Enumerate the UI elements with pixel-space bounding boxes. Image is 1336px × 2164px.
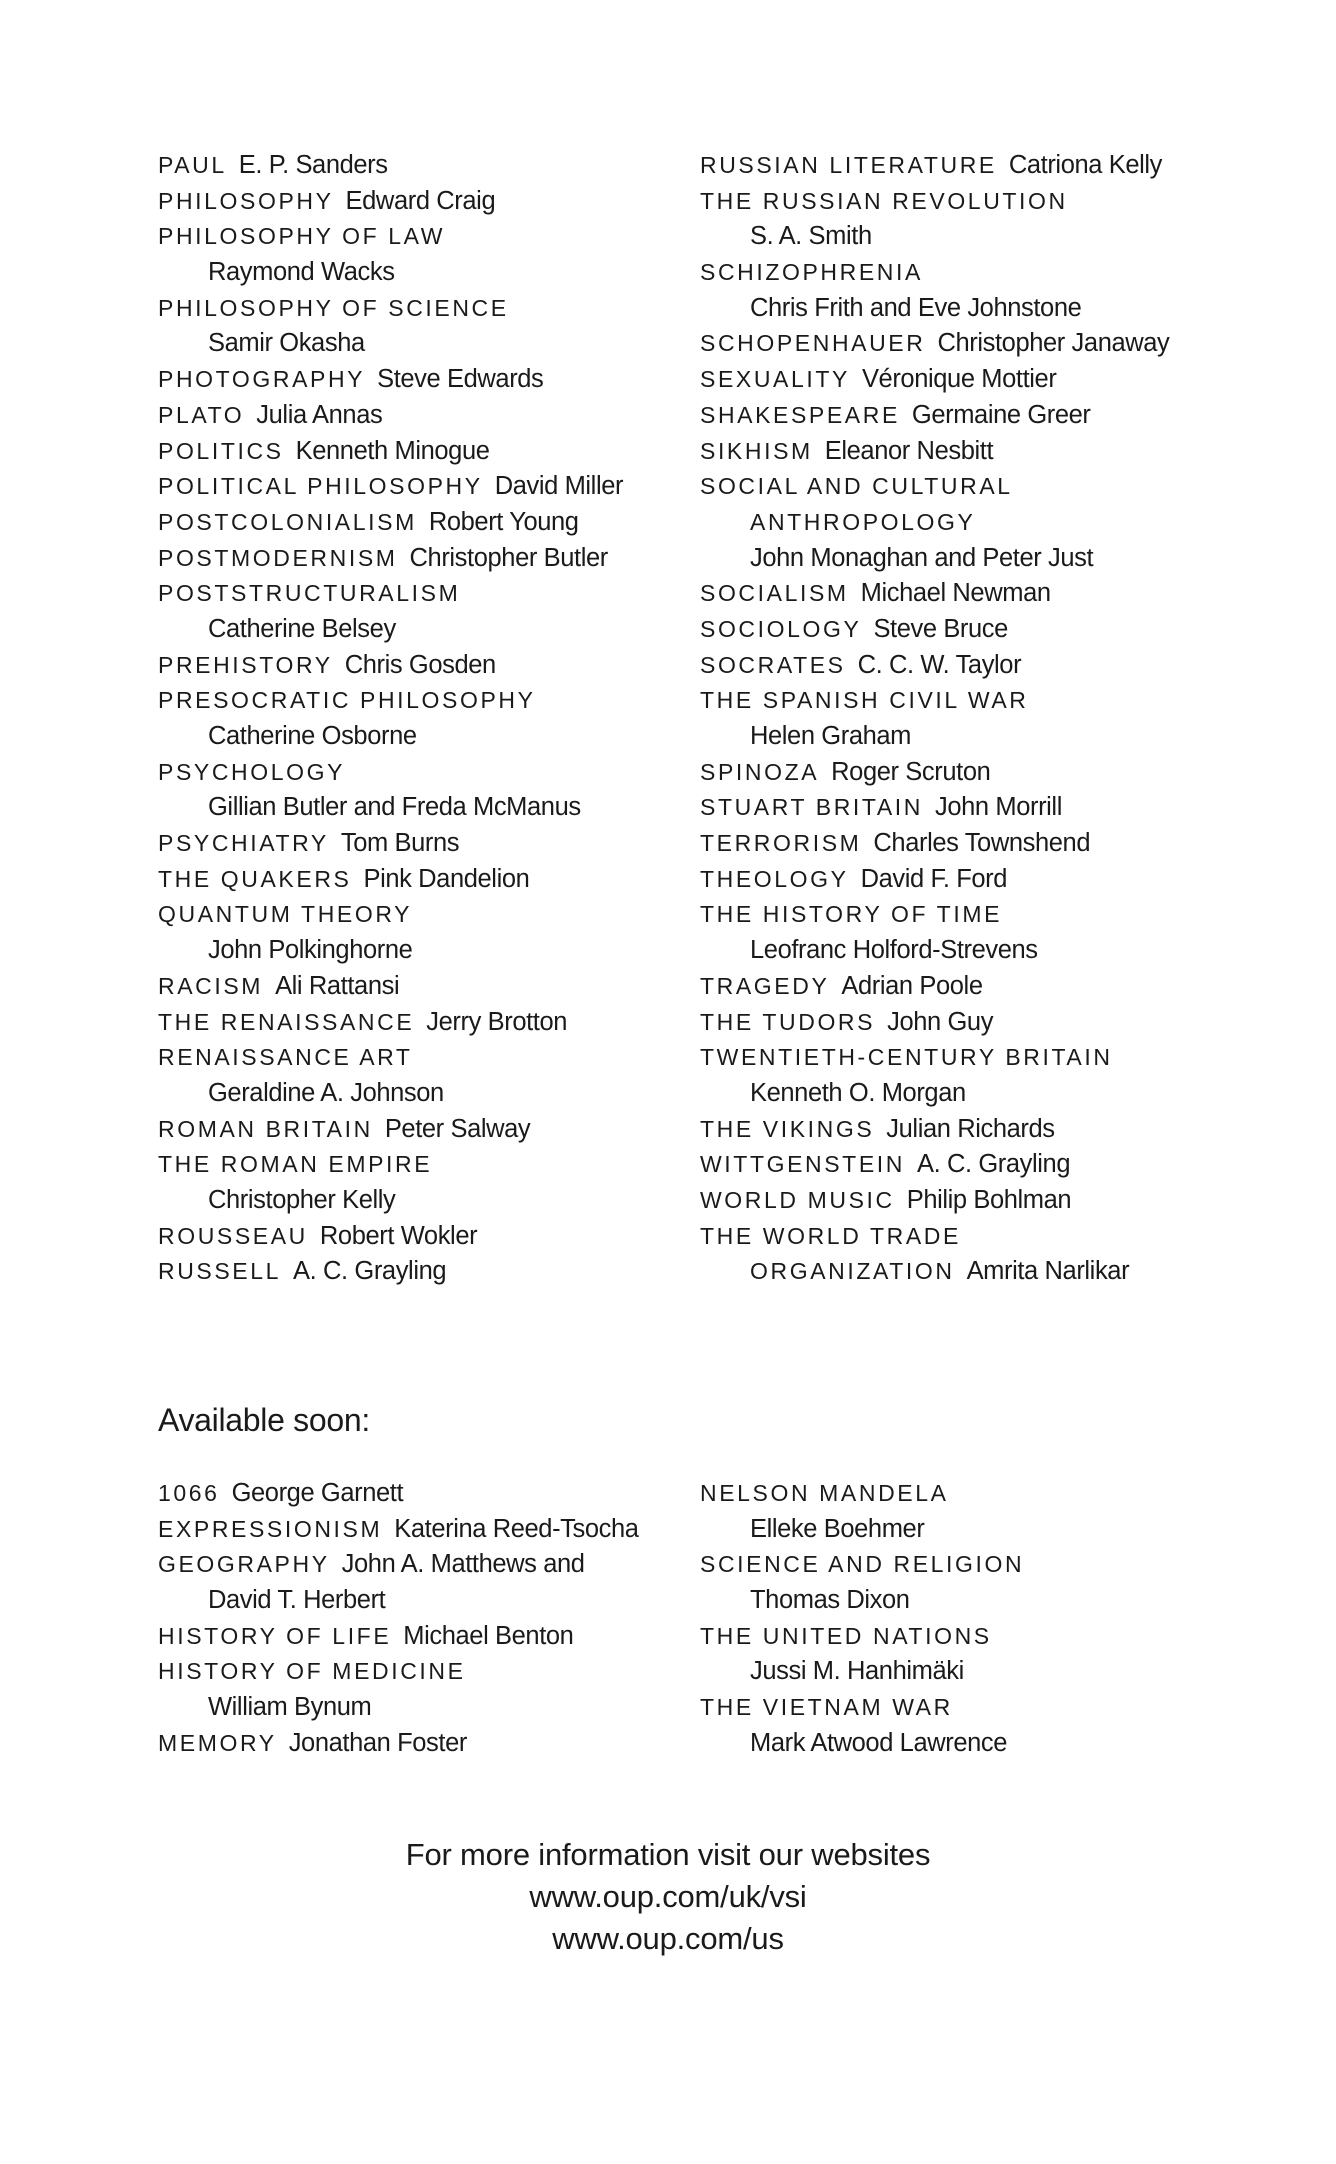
entry-author: John Monaghan and Peter Just (750, 543, 1094, 572)
entry-title: SPINOZA (700, 758, 820, 785)
list-entry (158, 1040, 698, 1076)
list-entry (700, 933, 1300, 969)
list-entry (158, 1076, 698, 1112)
entry-title: THE SPANISH CIVIL WAR (700, 687, 1029, 714)
list-entry (700, 755, 1300, 791)
list-entry (700, 648, 1300, 684)
entry-title: THE TUDORS (700, 1008, 876, 1035)
list-entry (700, 683, 1300, 719)
entry-author: Chris Frith and Eve Johnstone (750, 293, 1082, 322)
list-entry (158, 683, 698, 719)
entry-title: ANTHROPOLOGY (750, 508, 976, 535)
entry-title: NELSON MANDELA (700, 1480, 949, 1506)
list-entry (158, 1112, 698, 1148)
entry-title: RUSSELL (158, 1258, 282, 1285)
footer-info-text: For more information visit our websites (405, 1837, 931, 1872)
entry-author: Adrian Poole (841, 971, 983, 1000)
entry-author: Leofranc Holford-Strevens (750, 936, 1038, 965)
list-entry (158, 184, 698, 220)
entry-author: Ali Rattansi (275, 971, 400, 1000)
list-entry (158, 398, 698, 434)
entry-author: Jerry Brotton (426, 1007, 568, 1036)
list-entry (700, 969, 1300, 1005)
list-entry (158, 1654, 698, 1690)
list-entry (158, 469, 698, 505)
entry-author: Catriona Kelly (1008, 151, 1162, 179)
entry-author: Julia Annas (256, 400, 383, 429)
list-entry (158, 969, 698, 1005)
entry-title: SEXUALITY (700, 366, 850, 393)
available-soon-list-right (700, 1476, 1300, 1762)
entry-title: POSTCOLONIALISM (158, 508, 417, 535)
footer-url-us[interactable]: www.oup.com/us (552, 1921, 784, 1956)
entry-author: Samir Okasha (208, 329, 365, 358)
entry-title: THE VIKINGS (700, 1115, 875, 1142)
entry-author: Chris Gosden (344, 650, 496, 679)
entry-title: THE HISTORY OF TIME (700, 901, 1003, 928)
list-entry (700, 1619, 1300, 1655)
list-entry (158, 1183, 698, 1219)
entry-title: SHAKESPEARE (700, 401, 900, 428)
entry-title: THE ROMAN EMPIRE (158, 1151, 433, 1178)
entry-title: SOCIALISM (700, 580, 849, 607)
entry-title: THE QUAKERS (158, 865, 352, 892)
entry-title: RACISM (158, 972, 264, 999)
list-entry (700, 1547, 1300, 1583)
entry-author: Steve Edwards (377, 365, 544, 394)
entry-author: Philip Bohlman (906, 1185, 1072, 1214)
entry-author: Mark Atwood Lawrence (750, 1728, 1008, 1757)
entry-title: PREHISTORY (158, 651, 333, 678)
entry-author: David F. Ford (860, 864, 1008, 893)
entry-title: RUSSIAN LITERATURE (700, 152, 997, 178)
entry-author: Eleanor Nesbitt (824, 436, 994, 465)
entry-author: David T. Herbert (208, 1586, 386, 1615)
entry-title: HISTORY OF LIFE (158, 1622, 392, 1649)
list-entry (158, 755, 698, 791)
entry-author: Kenneth O. Morgan (750, 1078, 966, 1107)
list-entry (700, 1040, 1300, 1076)
entry-author: Catherine Osborne (208, 722, 417, 750)
list-entry (158, 541, 698, 577)
entry-author: Christopher Kelly (208, 1185, 396, 1214)
entry-title: WITTGENSTEIN (700, 1151, 905, 1178)
list-entry (158, 1547, 698, 1583)
entry-title: SCHOPENHAUER (700, 330, 926, 357)
entry-author: Peter Salway (384, 1114, 531, 1143)
series-list-right (700, 148, 1300, 1290)
list-entry (158, 219, 698, 255)
entry-title: PHILOSOPHY (158, 187, 334, 214)
list-entry (158, 1254, 698, 1290)
entry-author: Michael Benton (403, 1621, 574, 1650)
list-entry (700, 576, 1300, 612)
list-entry (700, 291, 1300, 327)
entry-author: Michael Newman (860, 579, 1051, 608)
entry-author: Jussi M. Hanhimäki (750, 1657, 964, 1686)
entry-author: Catherine Belsey (208, 614, 396, 643)
list-entry (700, 1512, 1300, 1548)
list-entry (158, 1005, 698, 1041)
list-entry (700, 434, 1300, 470)
list-entry (700, 541, 1300, 577)
entry-author: Edward Craig (345, 186, 496, 215)
list-entry (158, 648, 698, 684)
list-entry (700, 1183, 1300, 1219)
list-entry (158, 505, 698, 541)
entry-title: PHOTOGRAPHY (158, 366, 366, 393)
list-entry (700, 505, 1300, 541)
entry-title: PHILOSOPHY OF SCIENCE (158, 294, 509, 321)
entry-title: PSYCHOLOGY (158, 758, 346, 785)
list-entry (158, 1476, 698, 1512)
list-entry (158, 1512, 698, 1548)
list-entry (700, 826, 1300, 862)
entry-title: PAUL (158, 152, 227, 178)
entry-title: THE VIETNAM WAR (700, 1694, 953, 1721)
list-entry (158, 362, 698, 398)
entry-author: Robert Wokler (319, 1221, 478, 1250)
entry-title: PHILOSOPHY OF LAW (158, 223, 446, 250)
entry-author: Elleke Boehmer (750, 1514, 925, 1543)
footer-url-uk[interactable]: www.oup.com/uk/vsi (529, 1879, 807, 1914)
entry-author: Robert Young (428, 507, 579, 536)
entry-title: THE RENAISSANCE (158, 1008, 415, 1035)
entry-title: RENAISSANCE ART (158, 1044, 413, 1071)
entry-title: SOCIOLOGY (700, 615, 862, 642)
entry-author: Katerina Reed-Tsocha (394, 1514, 639, 1543)
list-entry (700, 1219, 1300, 1255)
entry-title: SCIENCE AND RELIGION (700, 1551, 1025, 1578)
entry-title: THE UNITED NATIONS (700, 1622, 992, 1649)
entry-author: Amrita Narlikar (966, 1257, 1130, 1286)
entry-title: SCHIZOPHRENIA (700, 259, 923, 286)
list-entry (158, 1619, 698, 1655)
entry-title: SOCIAL AND CULTURAL (700, 473, 1013, 500)
entry-author: Véronique Mottier (861, 365, 1057, 394)
list-entry (158, 612, 698, 648)
entry-author: Roger Scruton (831, 757, 991, 786)
series-list-left (158, 148, 698, 1290)
list-entry (700, 1476, 1300, 1512)
entry-title: TERRORISM (700, 830, 862, 857)
list-entry (158, 933, 698, 969)
list-entry (158, 790, 698, 826)
entry-title: THE WORLD TRADE (700, 1222, 961, 1249)
entry-author: Geraldine A. Johnson (208, 1078, 444, 1107)
list-entry (158, 1690, 698, 1726)
entry-author: David Miller (494, 472, 624, 501)
entry-title: SIKHISM (700, 437, 813, 464)
list-entry (158, 1219, 698, 1255)
entry-title: POSTSTRUCTURALISM (158, 580, 461, 607)
entry-title: TRAGEDY (700, 972, 830, 999)
entry-title: PRESOCRATIC PHILOSOPHY (158, 687, 536, 714)
entry-author: Julian Richards (886, 1114, 1055, 1143)
list-entry (700, 1726, 1300, 1762)
list-entry (700, 897, 1300, 933)
entry-author: John Polkinghorne (208, 936, 413, 965)
list-entry (158, 826, 698, 862)
available-soon-list-left (158, 1476, 698, 1762)
entry-author: S. A. Smith (750, 222, 872, 251)
entry-title: POSTMODERNISM (158, 544, 398, 571)
list-entry (158, 148, 698, 184)
list-entry (700, 1147, 1300, 1183)
entry-author: John Guy (887, 1007, 994, 1036)
list-entry (158, 719, 698, 755)
list-entry (700, 255, 1300, 291)
list-entry (700, 719, 1300, 755)
list-entry (700, 1005, 1300, 1041)
list-entry (700, 790, 1300, 826)
entry-author: Pink Dandelion (363, 864, 530, 893)
list-entry (700, 1254, 1300, 1290)
entry-author: C. C. W. Taylor (857, 650, 1022, 679)
entry-author: Gillian Butler and Freda McManus (208, 793, 581, 822)
entry-title: MEMORY (158, 1729, 277, 1756)
list-entry (700, 469, 1300, 505)
entry-title: GEOGRAPHY (158, 1551, 330, 1578)
entry-author: John A. Matthews and (341, 1550, 585, 1579)
entry-title: ROUSSEAU (158, 1222, 308, 1249)
entry-author: Christopher Butler (409, 543, 608, 572)
footer-websites (0, 1834, 1336, 1960)
list-entry (700, 1654, 1300, 1690)
entry-title: WORLD MUSIC (700, 1186, 895, 1213)
entry-author: E. P. Sanders (238, 151, 388, 179)
list-entry (700, 219, 1300, 255)
list-entry (158, 862, 698, 898)
list-entry (700, 1112, 1300, 1148)
entry-author: Raymond Wacks (208, 258, 395, 287)
entry-title: QUANTUM THEORY (158, 901, 413, 928)
entry-author: Kenneth Minogue (295, 436, 490, 465)
entry-title: STUART BRITAIN (700, 794, 923, 821)
list-entry (700, 1076, 1300, 1112)
entry-author: Thomas Dixon (750, 1586, 910, 1615)
entry-title: THE RUSSIAN REVOLUTION (700, 187, 1068, 214)
entry-title: THEOLOGY (700, 865, 849, 892)
entry-title: EXPRESSIONISM (158, 1515, 383, 1542)
entry-author: Helen Graham (750, 722, 912, 750)
entry-title: PLATO (158, 401, 245, 428)
entry-author: A. C. Grayling (293, 1257, 447, 1286)
list-entry (700, 862, 1300, 898)
entry-title: 1066 (158, 1480, 220, 1506)
list-entry (700, 1583, 1300, 1619)
list-entry (700, 398, 1300, 434)
entry-title: ROMAN BRITAIN (158, 1115, 373, 1142)
entry-author: Christopher Janaway (937, 329, 1170, 358)
entry-author: William Bynum (208, 1693, 372, 1722)
list-entry (700, 326, 1300, 362)
entry-author: A. C. Grayling (916, 1150, 1071, 1179)
list-entry (700, 612, 1300, 648)
list-entry (700, 1690, 1300, 1726)
entry-title: POLITICS (158, 437, 284, 464)
available-soon-heading: Available soon: (158, 1402, 370, 1438)
list-entry (158, 1726, 698, 1762)
list-entry (700, 184, 1300, 220)
entry-title: PSYCHIATRY (158, 830, 329, 857)
entry-title: SOCRATES (700, 651, 846, 678)
list-entry (158, 255, 698, 291)
entry-title: HISTORY OF MEDICINE (158, 1658, 466, 1685)
entry-author: Tom Burns (340, 829, 460, 858)
list-entry (158, 897, 698, 933)
entry-author: George Garnett (231, 1479, 404, 1507)
entry-title: POLITICAL PHILOSOPHY (158, 473, 483, 500)
entry-author: Jonathan Foster (288, 1728, 467, 1757)
list-entry (700, 362, 1300, 398)
entry-author: John Morrill (934, 793, 1062, 822)
list-entry (158, 291, 698, 327)
entry-title: ORGANIZATION (750, 1258, 955, 1285)
list-entry (158, 326, 698, 362)
entry-author: Germaine Greer (911, 400, 1091, 429)
list-entry (158, 576, 698, 612)
entry-author: Steve Bruce (873, 614, 1008, 643)
entry-title: TWENTIETH-CENTURY BRITAIN (700, 1044, 1113, 1071)
list-entry (158, 434, 698, 470)
list-entry (158, 1147, 698, 1183)
list-entry (158, 1583, 698, 1619)
list-entry (700, 148, 1300, 184)
entry-author: Charles Townshend (873, 829, 1091, 858)
